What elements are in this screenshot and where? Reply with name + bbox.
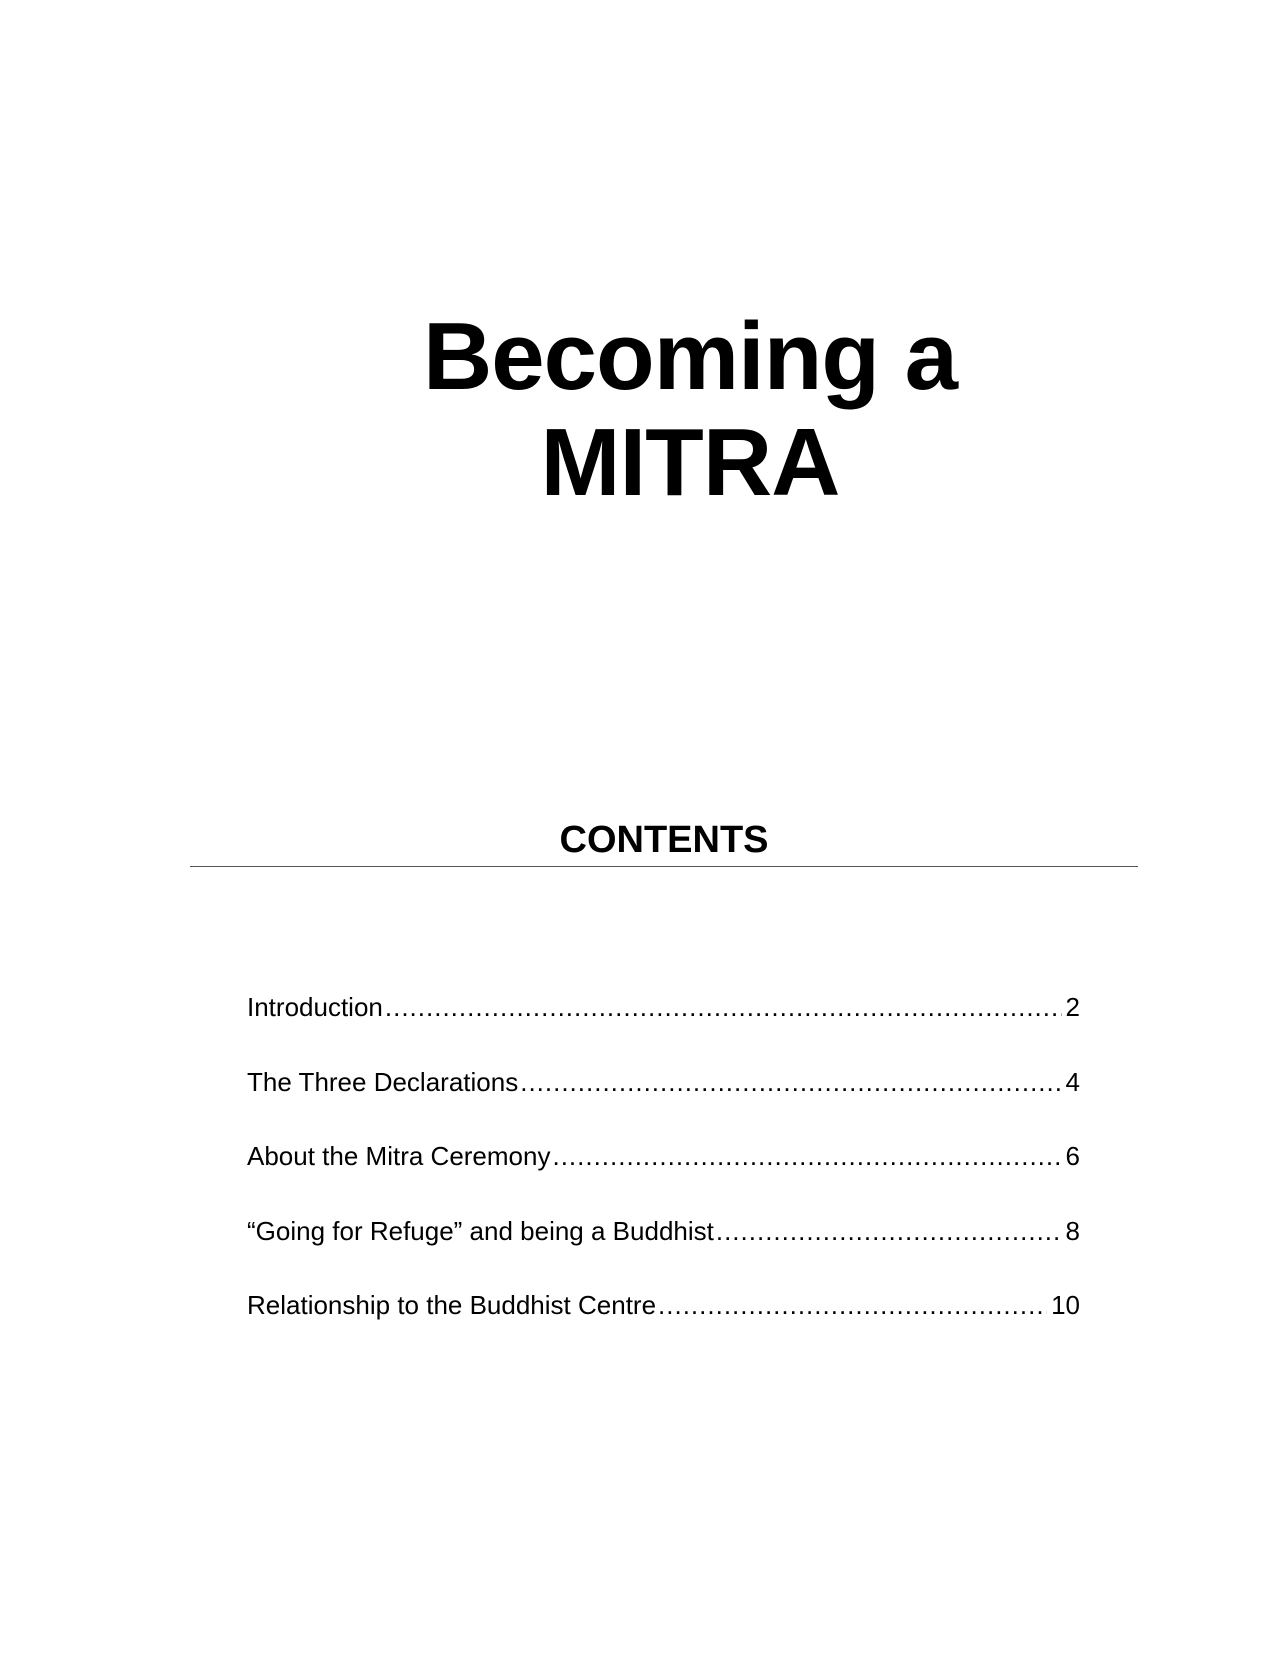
toc-entry-page: 10 (1051, 1290, 1080, 1320)
toc-entry-three-declarations[interactable] (247, 1065, 1080, 1140)
table-of-contents (247, 990, 1080, 1363)
toc-leader-dots (716, 1214, 1062, 1248)
toc-leader-dots (385, 990, 1062, 1024)
toc-entry-page: 2 (1065, 992, 1080, 1022)
toc-entry-label: Relationship to the Buddhist Centre (247, 1290, 657, 1320)
toc-leader-dots (658, 1288, 1047, 1322)
toc-entry-label: About the Mitra Ceremony (247, 1141, 551, 1171)
document-title-line-1: Becoming a (422, 303, 958, 410)
toc-entry-page: 4 (1065, 1066, 1080, 1097)
contents-divider (190, 866, 1138, 867)
toc-entry-buddhist-centre[interactable] (247, 1288, 1080, 1363)
toc-entry-going-for-refuge[interactable] (247, 1214, 1080, 1289)
contents-heading: CONTENTS (559, 819, 769, 861)
toc-leader-dots (520, 1065, 1061, 1099)
toc-leader-dots (552, 1139, 1061, 1173)
toc-entry-label: The Three Declarations (247, 1066, 519, 1097)
toc-entry-page: 6 (1065, 1141, 1080, 1171)
toc-entry-mitra-ceremony[interactable] (247, 1139, 1080, 1214)
toc-entry-label: Introduction (247, 992, 383, 1022)
document-title-line-2: MITRA (540, 409, 840, 516)
toc-entry-introduction[interactable] (247, 990, 1080, 1065)
toc-entry-label: “Going for Refuge” and being a Buddhist (247, 1215, 714, 1246)
toc-entry-page: 8 (1065, 1215, 1080, 1246)
